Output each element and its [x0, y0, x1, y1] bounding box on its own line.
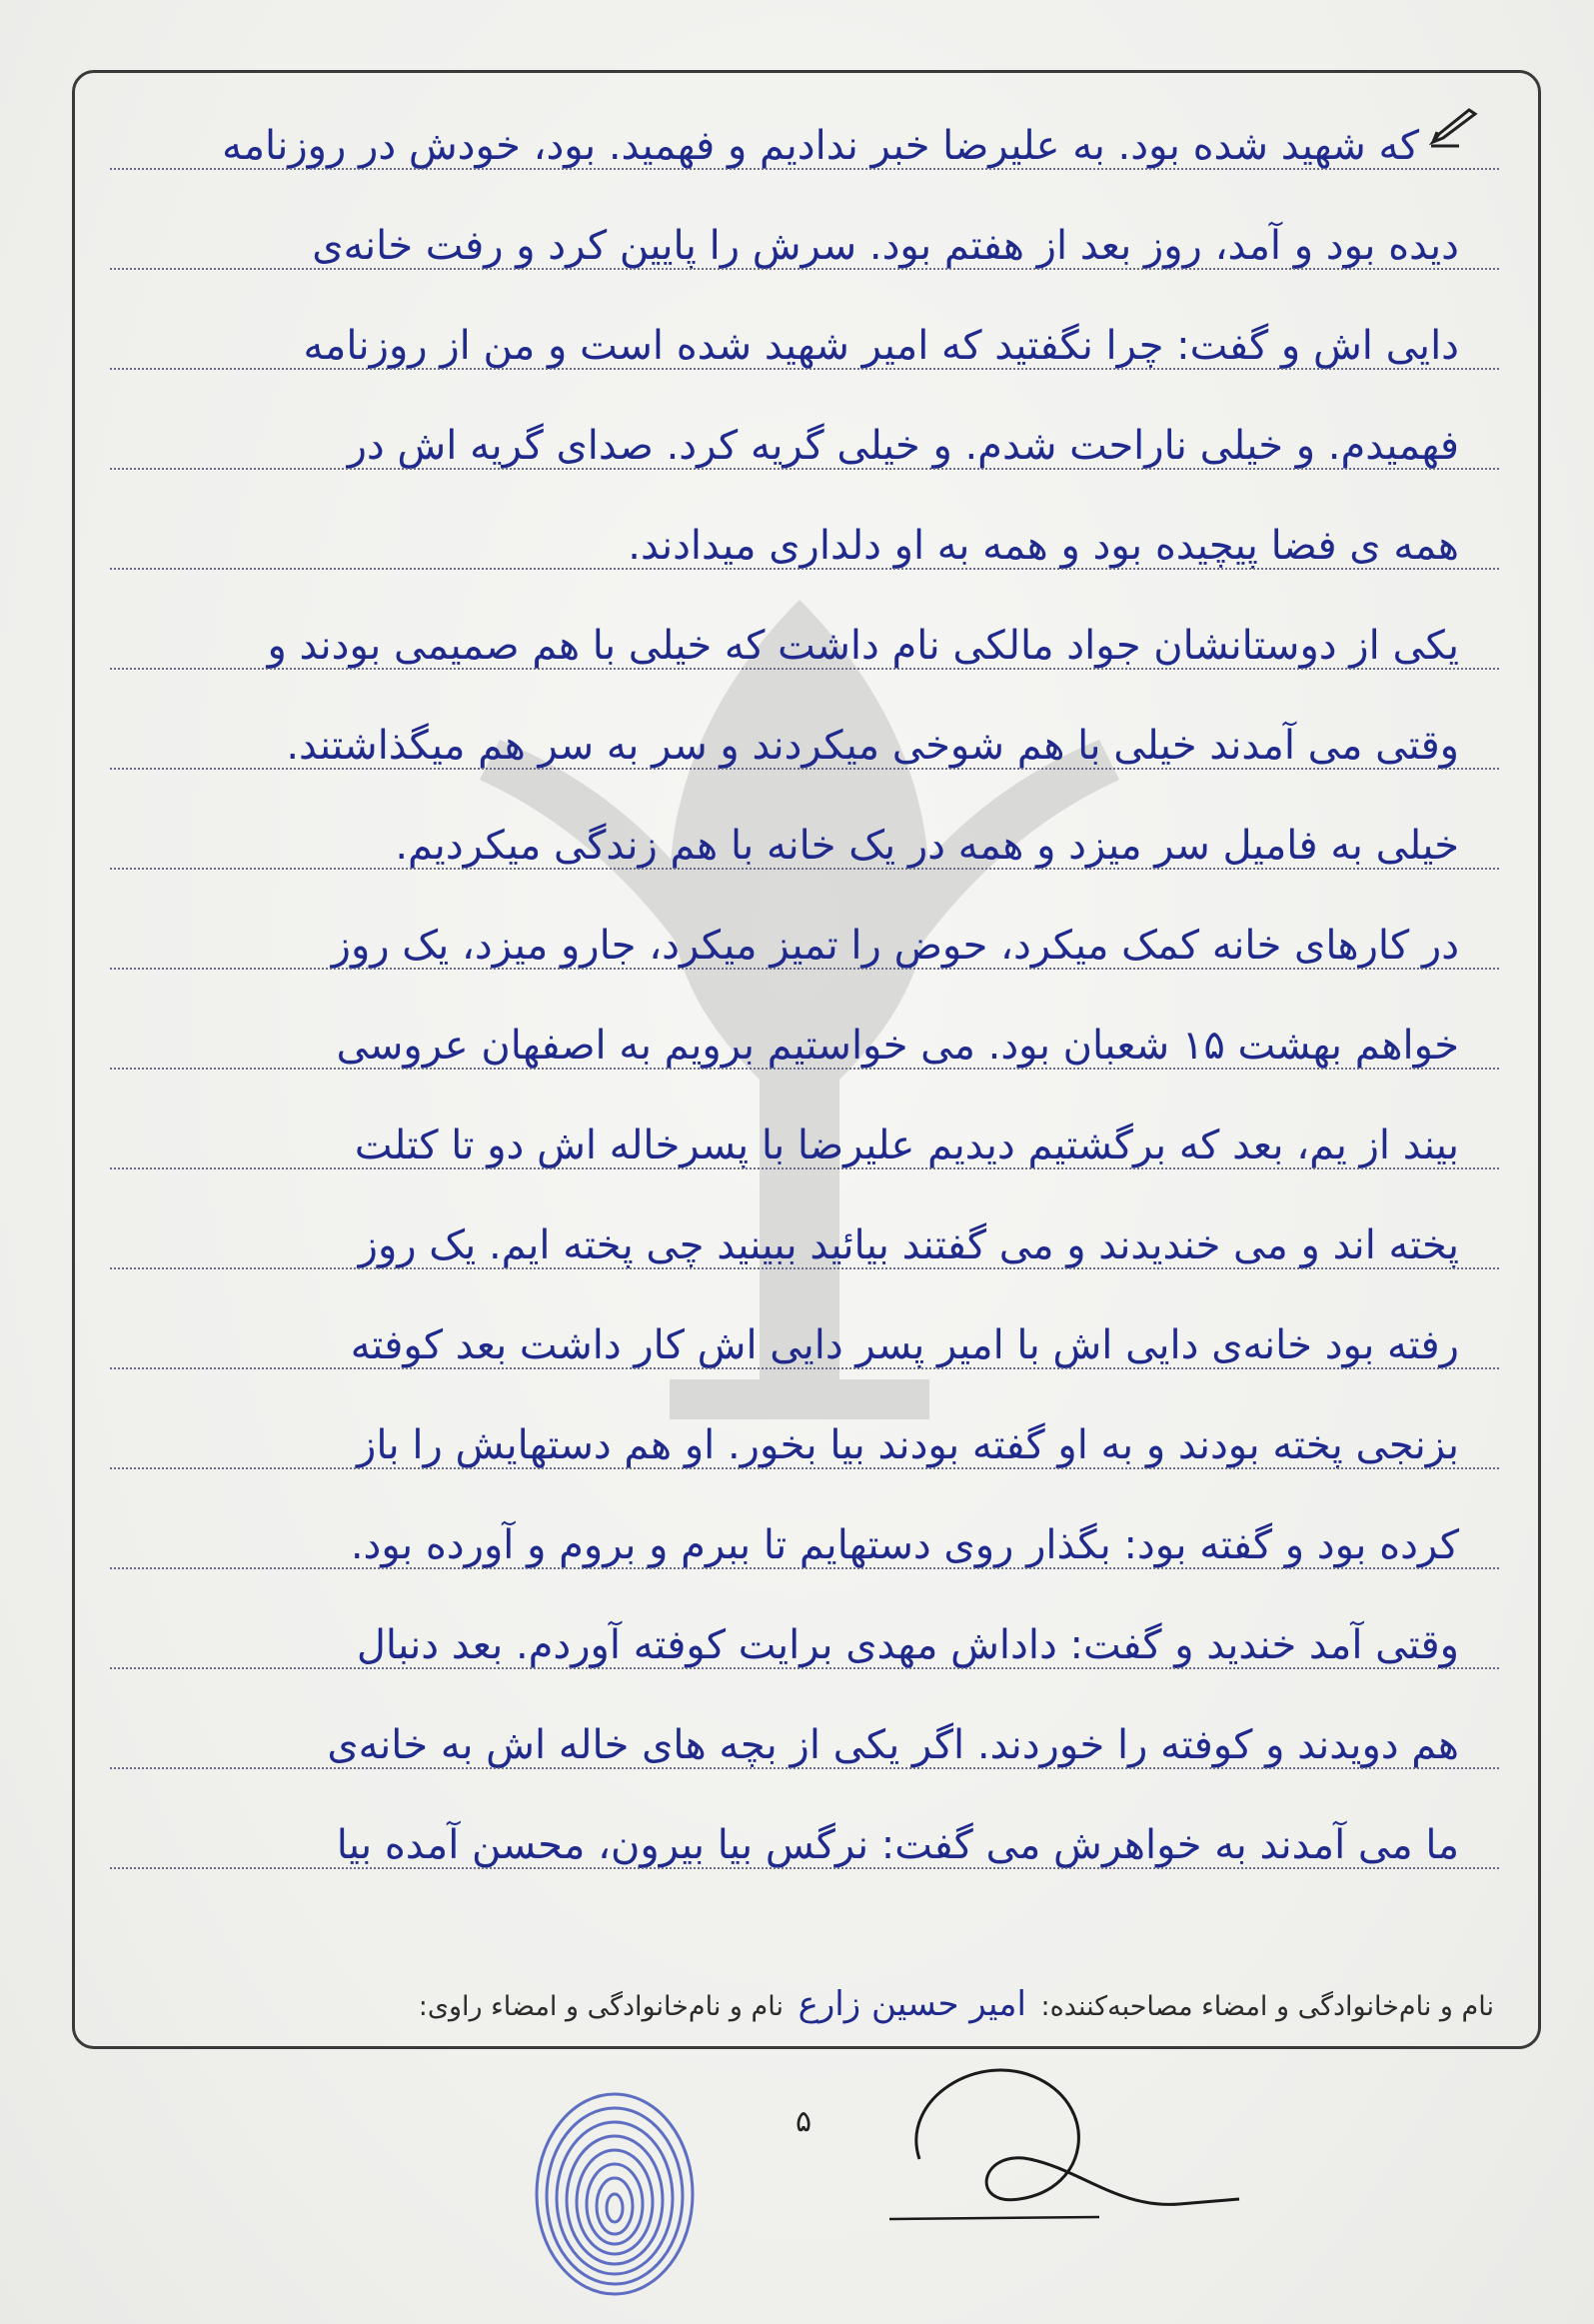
handwritten-line: وقتی می آمدند خیلی با هم شوخی میکردند و سر به سر هم میگذاشتند. — [110, 696, 1499, 796]
interviewer-name: امیر حسین زارع — [797, 1984, 1026, 2024]
handwritten-line: رفته بود خانه‌ی دایی اش با امیر پسر دایی اش کار داشت بعد کوفته — [110, 1295, 1499, 1395]
handwritten-line: که شهید شده بود. به علیرضا خبر ندادیم و فهمید. بود، خودش در روزنامه — [110, 96, 1499, 196]
page-number: ۵ — [796, 2104, 812, 2139]
handwritten-line: همه ی فضا پیچیده بود و همه به او دلداری میدادند. — [110, 496, 1499, 596]
handwritten-line: خیلی به فامیل سر میزد و همه در یک خانه با هم زندگی میکردیم. — [110, 796, 1499, 896]
handwritten-line: بیند از یم، بعد که برگشتیم دیدیم علیرضا با پسرخاله اش دو تا کتلت — [110, 1096, 1499, 1195]
footer-signature-labels — [419, 1984, 1494, 2024]
narrator-label: نام و نام‌خانوادگی و امضاء راوی: — [418, 1991, 784, 2022]
handwritten-body — [110, 96, 1499, 1895]
signature-mark — [859, 2039, 1259, 2239]
handwritten-line: دایی اش و گفت: چرا نگفتید که امیر شهید شده است و من از روزنامه — [110, 296, 1499, 396]
handwritten-line: خواهم بهشت ۱۵ شعبان بود. می خواستیم برویم به اصفهان عروسی — [110, 996, 1499, 1096]
handwritten-line: یکی از دوستانشان جواد مالکی نام داشت که خیلی با هم صمیمی بودند و — [110, 596, 1499, 696]
handwritten-line: ما می آمدند به خواهرش می گفت: نرگس بیا بیرون، محسن آمده بیا — [110, 1795, 1499, 1895]
handwritten-line: دیده بود و آمد، روز بعد از هفتم بود. سرش را پایین کرد و رفت خانه‌ی — [110, 196, 1499, 296]
fingerprint-mark — [530, 2084, 700, 2304]
handwritten-line: وقتی آمد خندید و گفت: داداش مهدی برایت کوفته آوردم. بعد دنبال — [110, 1595, 1499, 1695]
handwritten-line: فهمیدم. و خیلی ناراحت شدم. و خیلی گریه کرد. صدای گریه اش در — [110, 396, 1499, 496]
handwritten-line: پخته اند و می خندیدند و می گفتند بیائید ببینید چی پخته ایم. یک روز — [110, 1195, 1499, 1295]
interviewer-label: نام و نام‌خانوادگی و امضاء مصاحبه‌کننده: — [1040, 1991, 1494, 2022]
handwritten-line: در کارهای خانه کمک میکرد، حوض را تمیز میکرد، جارو میزد، یک روز — [110, 896, 1499, 996]
handwritten-line: کرده بود و گفته بود: بگذار روی دستهایم تا ببرم و بروم و آورده بود. — [110, 1495, 1499, 1595]
handwritten-line: هم دویدند و کوفته را خوردند. اگر یکی از بچه های خاله اش به خانه‌ی — [110, 1695, 1499, 1795]
handwritten-line: بزنجی پخته بودند و به او گفته بودند بیا بخور. او هم دستهایش را باز — [110, 1395, 1499, 1495]
